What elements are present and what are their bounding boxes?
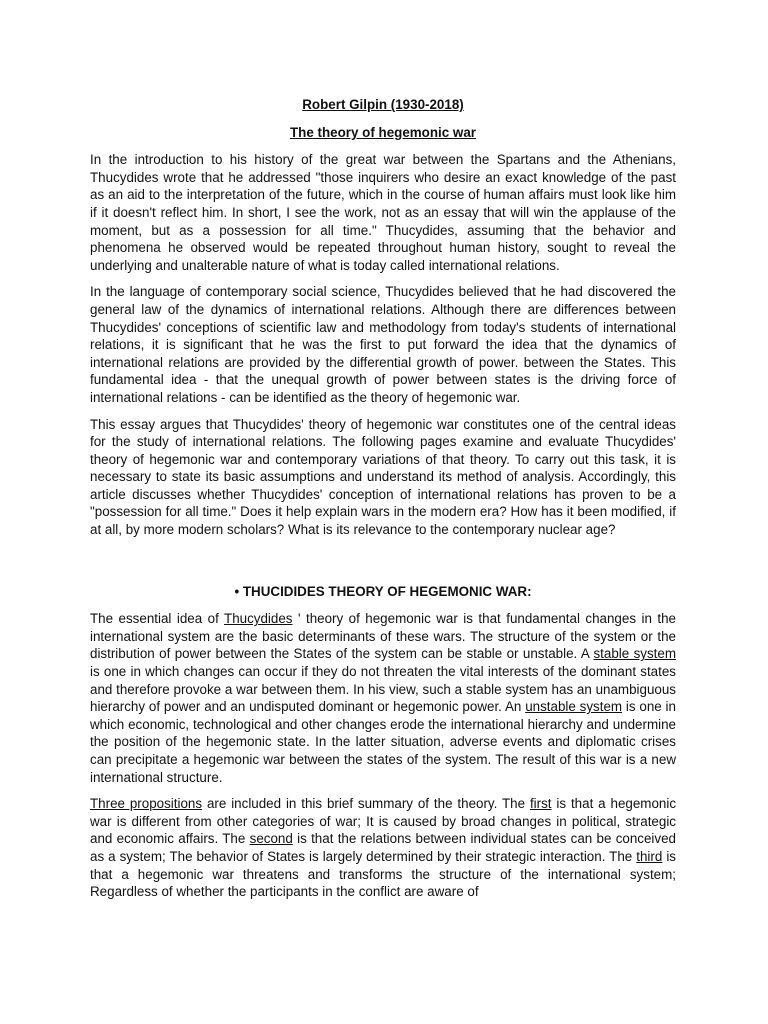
paragraph-intro: In the introduction to his history of the great war between the Spartans and the Athenians, Thucydides wrote that he addressed "those inquirers who desire an exact knowledge of the past as an aid to the interpretation of the future, which in the course of human affairs must look like him if it doesn't reflect him. In short, I see the work, not as an essay that will win the applause of the moment, but as a possession for all time." Thucydides, assuming that the behavior and phenomena he observed would be repeated throughout human history, sought to reveal the underlying and unalterable nature of what is today called international relations.: [90, 152, 676, 273]
underlined-term-third: third: [636, 848, 663, 864]
paragraph-essential-idea: [90, 610, 676, 786]
text-span: ' theory of hegemonic war is that fundamental changes in the international system are the basic determinants of these wars. The structure of the system or the distribution of power between the States of the system can be stable or unstable. A: [90, 611, 676, 662]
text-span: is that a hegemonic war is different from other categories of war; It is caused by broad changes in political, strategic and economic affairs. The: [90, 796, 677, 847]
underlined-term-first: first: [529, 796, 552, 812]
text-span: is that the relations between individual states can be conceived as a system; The behavior of States is largely determined by their strategic interaction. The: [90, 831, 676, 864]
underlined-term-thucydides: Thucydides: [224, 611, 293, 627]
document-body: [90, 96, 676, 910]
author-heading: Robert Gilpin (1930-2018): [302, 97, 464, 112]
essay-title: The theory of hegemonic war: [289, 124, 476, 140]
paragraph-propositions: [90, 795, 676, 901]
text-span: The essential idea of: [90, 611, 225, 627]
underlined-term-three-propositions: Three propositions: [90, 796, 203, 812]
underlined-term-stable-system: stable system: [593, 646, 676, 662]
underlined-term-unstable-system: unstable system: [525, 699, 623, 715]
text-span: is one in which economic, technological and other changes erode the international hierarchy and undermine the position of the hegemonic state. In the latter situation, adverse events and diplomatic crises can precipitate a hegemonic war between the states of the system. The result of this war is a new international structure.: [90, 699, 676, 785]
text-span: is that a hegemonic war threatens and transforms the structure of the international system; Regardless of whether the participants in the conflict are aware of: [90, 848, 676, 900]
text-span: is one in which changes can occur if they do not threaten the vital interests of the dominant states and therefore provoke a war between them. In his view, such a stable system has an unambiguous hierarchy of power and an undisputed dominant or hegemonic power. An: [90, 664, 676, 715]
text-span: are included in this brief summary of the theory. The: [202, 796, 530, 812]
section-heading: • THUCIDIDES THEORY OF HEGEMONIC WAR:: [234, 583, 532, 599]
underlined-term-second: second: [249, 831, 293, 847]
paragraph-essay-argument: This essay argues that Thucydides' theory of hegemonic war constitutes one of the central ideas for the study of international relations. The following pages examine and evaluate Thucydides' theory of hegemonic war and contemporary variations of that theory. To carry out this task, it is necessary to state its basic assumptions and understand its method of analysis. Accordingly, this article discusses whether Thucydides' conception of international relations has proven to be a "possession for all time." Does it help explain wars in the modern era? How has it been modified, if at all, by more modern scholars? What is its relevance to the contemporary nuclear age?: [90, 416, 676, 538]
paragraph-social-science: In the language of contemporary social science, Thucydides believed that he had discovered the general law of the dynamics of international relations. Although there are differences between Thucydides' conceptions of scientific law and methodology from today's students of international relations, it is significant that he was the first to put forward the idea that the dynamics of international relations are provided by the differential growth of power. between the States. This fundamental idea - that the unequal growth of power between states is the driving force of international relations - can be identified as the theory of hegemonic war.: [90, 284, 676, 405]
